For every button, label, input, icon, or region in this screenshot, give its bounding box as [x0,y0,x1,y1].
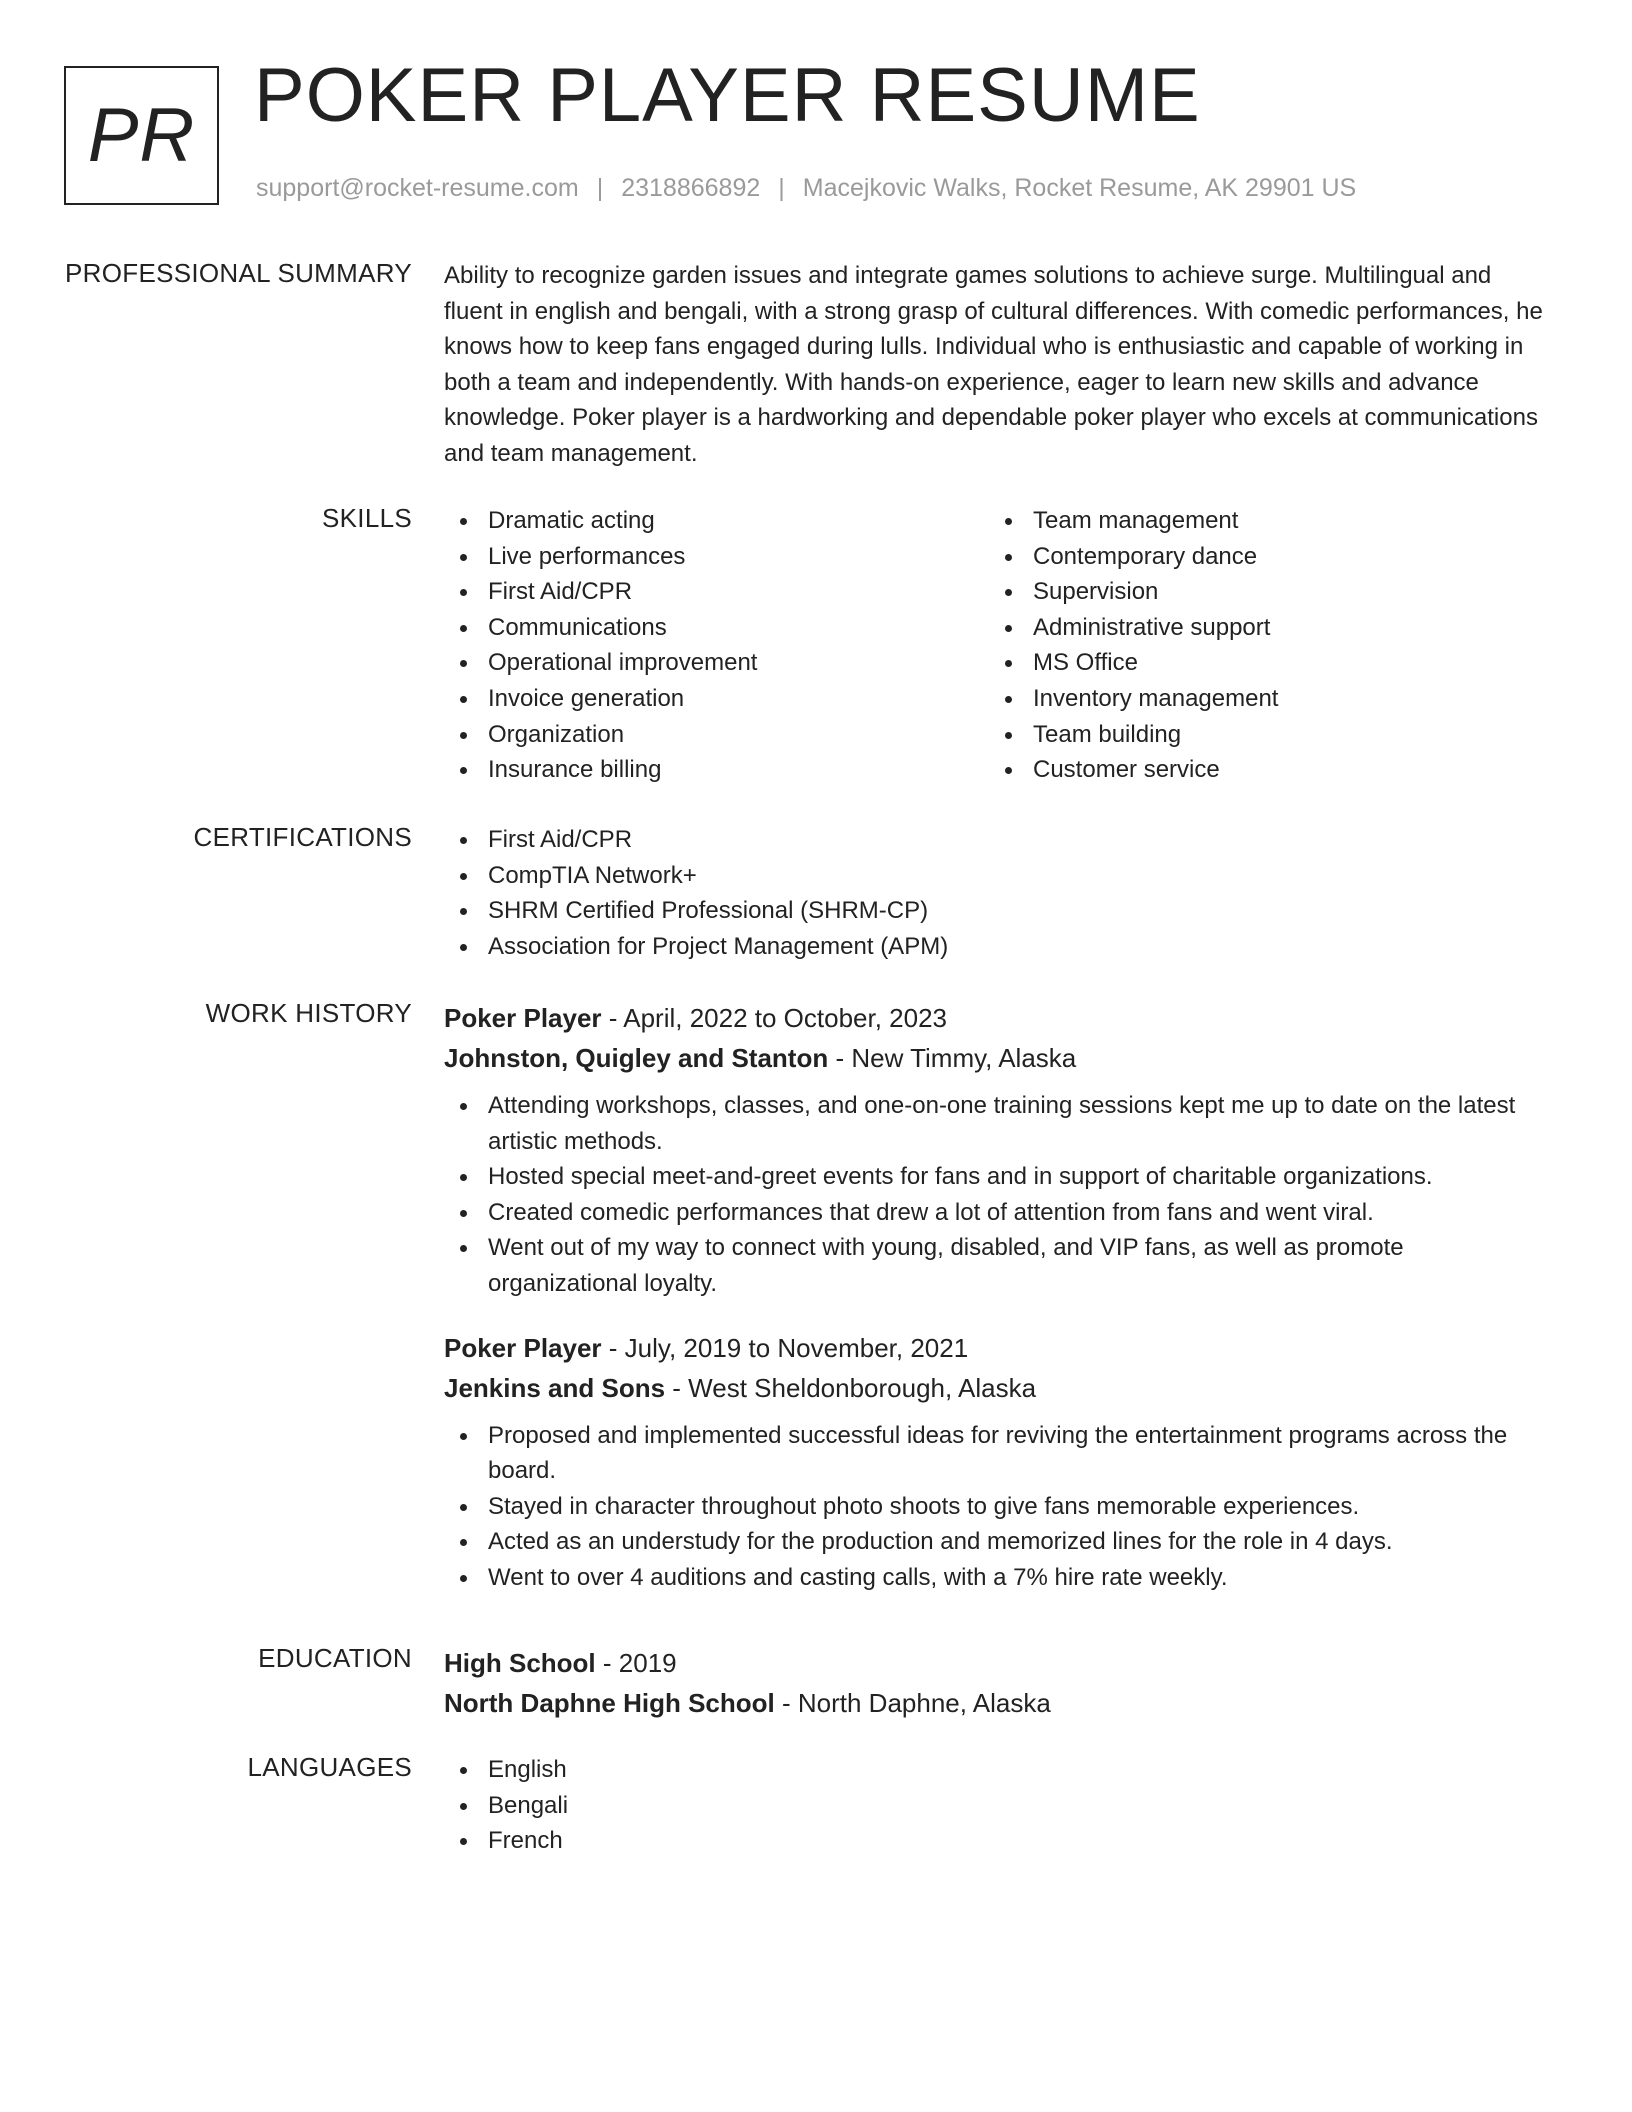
job-dates: - July, 2019 to November, 2021 [601,1332,969,1363]
skill-item: First Aid/CPR [444,574,989,610]
language-item: English [444,1752,1554,1788]
certifications-list [444,822,1554,964]
education-degree: High School [444,1648,596,1678]
job-title-line [444,1328,1554,1368]
education-school-line [444,1683,1554,1723]
language-item: Bengali [444,1788,1554,1824]
summary-text: Ability to recognize garden issues and integrate games solutions to achieve surge. Multilingual and fluent in english and bengali, with a strong grasp of cultural differences. With comedic performances, he knows how to keep fans engaged during lulls. Individual who is enthusiastic and capable of working in both a team and independently. With hands-on experience, eager to learn new skills and advance knowledge. Poker player is a hardworking and dependable poker player who excels at communications and team management. [444,262,1543,467]
job-title: Poker Player [444,1003,602,1033]
job-bullet: Attending workshops, classes, and one-on-one training sessions kept me up to date on the latest artistic methods. [444,1088,1554,1159]
section-label-languages: LANGUAGES [247,1752,412,1782]
section-label-certifications: CERTIFICATIONS [193,822,412,852]
job-entry [444,998,1554,1302]
skill-item: MS Office [989,645,1534,681]
job-bullet: Went to over 4 auditions and casting calls, with a 7% hire rate weekly. [444,1560,1554,1596]
job-company: Johnston, Quigley and Stanton [444,1043,829,1073]
certifications-content [444,822,1554,964]
language-item: French [444,1823,1554,1859]
languages-content [444,1752,1554,1859]
job-dates: - April, 2022 to October, 2023 [601,1003,948,1033]
job-bullets [444,1088,1554,1302]
job-title-line [444,998,1554,1038]
skills-content [444,503,1554,788]
skill-item: Invoice generation [444,681,989,717]
job-bullet: Went out of my way to connect with young, disabled, and VIP fans, as well as promote organizational loyalty. [444,1230,1554,1301]
contact-separator: | [778,174,785,202]
job-company: Jenkins and Sons [444,1372,666,1403]
skills-list-right [989,503,1534,788]
skill-item: Dramatic acting [444,503,989,539]
job-title: Poker Player [444,1332,602,1363]
skill-item: Insurance billing [444,752,989,788]
job-company-line [444,1368,1554,1408]
monogram-logo: PR [64,66,219,205]
education-content [444,1643,1554,1733]
certification-item: Association for Project Management (APM) [444,929,1554,965]
skill-item: Communications [444,610,989,646]
job-bullet: Acted as an understudy for the production and memorized lines for the role in 4 days. [444,1524,1554,1560]
skill-item: Organization [444,717,989,753]
section-label-summary: PROFESSIONAL SUMMARY [65,258,412,288]
skill-item: Supervision [989,574,1534,610]
education-location: - North Daphne, Alaska [774,1688,1051,1718]
contact-separator: | [596,174,604,202]
job-company-line [444,1038,1554,1078]
skill-item: Team management [989,503,1534,539]
languages-list [444,1752,1554,1859]
resume-title: POKER PLAYER RESUME [254,53,1201,138]
certification-item: First Aid/CPR [444,822,1554,858]
job-bullet: Stayed in character throughout photo shoots to give fans memorable experiences. [444,1489,1554,1525]
summary-content [444,258,1554,472]
skills-list-left [444,503,989,788]
contact-address: Macejkovic Walks, Rocket Resume, AK 29901 US [802,174,1357,202]
certification-item: SHRM Certified Professional (SHRM-CP) [444,893,1554,929]
contact-email[interactable]: support@rocket-resume.com [256,174,579,202]
skill-item: Administrative support [989,610,1534,646]
section-label-work-history: WORK HISTORY [205,998,412,1028]
skill-item: Operational improvement [444,645,989,681]
skill-item: Contemporary dance [989,539,1534,575]
work-history-content [444,998,1554,1612]
job-location: - West Sheldonborough, Alaska [665,1372,1037,1403]
education-degree-line [444,1643,1554,1683]
certification-item: CompTIA Network+ [444,858,1554,894]
education-school: North Daphne High School [444,1688,775,1718]
section-label-education: EDUCATION [258,1643,412,1673]
contact-phone[interactable]: 2318866892 [621,174,761,202]
contact-line [256,174,1356,203]
job-bullets [444,1418,1554,1596]
education-year: - 2019 [595,1648,677,1678]
skill-item: Customer service [989,752,1534,788]
skill-item: Team building [989,717,1534,753]
job-location: - New Timmy, Alaska [828,1043,1077,1073]
skill-item: Inventory management [989,681,1534,717]
section-label-skills: SKILLS [322,503,412,533]
job-entry [444,1328,1554,1596]
job-bullet: Proposed and implemented successful ideas for reviving the entertainment programs across the board. [444,1418,1554,1489]
skill-item: Live performances [444,539,989,575]
job-bullet: Hosted special meet-and-greet events for fans and in support of charitable organizations. [444,1159,1554,1195]
job-bullet: Created comedic performances that drew a lot of attention from fans and went viral. [444,1195,1554,1231]
